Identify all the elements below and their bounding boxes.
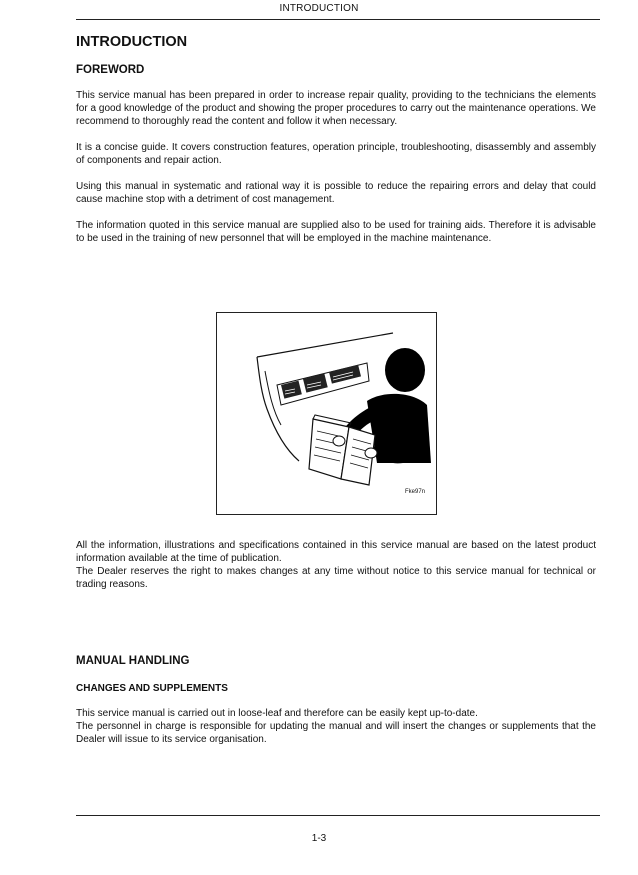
page-title: INTRODUCTION	[76, 34, 188, 50]
foreword-paragraph-4: The information quoted in this service manual are supplied also to be used for training aids. Therefore it is advisable to be used in the training of new personnel that will be employed in the machine maintenance.	[76, 220, 596, 244]
manual-handling-heading: MANUAL HANDLING	[76, 655, 190, 667]
foreword-paragraph-3: Using this manual in systematic and rational way it is possible to reduce the repairing errors and delay that could cause machine stop with a detriment of cost management.	[76, 181, 596, 205]
illustration-frame	[216, 312, 437, 515]
person-head	[385, 348, 425, 392]
page-number: 1-3	[311, 833, 327, 844]
manual-handling-paragraph-2: The personnel in charge is responsible for updating the manual and will insert the changes or supplements that the Dealer will issue to its service organisation.	[76, 721, 596, 745]
manual-handling-paragraph-1: This service manual is carried out in loose-leaf and therefore can be easily kept up-to-date.	[76, 708, 478, 719]
foreword-paragraph-1: This service manual has been prepared in order to increase repair quality, providing to the technicians the elements for a good knowledge of the product and showing the proper procedures to carry out the maintenance operations. We recommend to thoroughly read the content and follow it when necessary.	[76, 90, 596, 127]
figure-code: Fke97n	[405, 489, 426, 495]
changes-supplements-subheading: CHANGES AND SUPPLEMENTS	[76, 683, 228, 694]
after-figure-paragraph-1: All the information, illustrations and specifications contained in this service manual are based on the latest product information available at the time of publication.	[76, 540, 596, 564]
foreword-heading: FOREWORD	[76, 64, 145, 76]
footer-rule	[76, 815, 600, 816]
after-figure-paragraph-2: The Dealer reserves the right to makes changes at any time without notice to this service manual for technical or trading reasons.	[76, 566, 596, 590]
running-header: INTRODUCTION	[279, 3, 359, 14]
machine-decal-panel	[277, 363, 369, 405]
person-reading-manual-illustration	[217, 313, 436, 514]
foreword-paragraph-2: It is a concise guide. It covers construction features, operation principle, troubleshooting, disassembly and assembly of components and repair action.	[76, 142, 596, 166]
header-rule	[76, 19, 600, 20]
